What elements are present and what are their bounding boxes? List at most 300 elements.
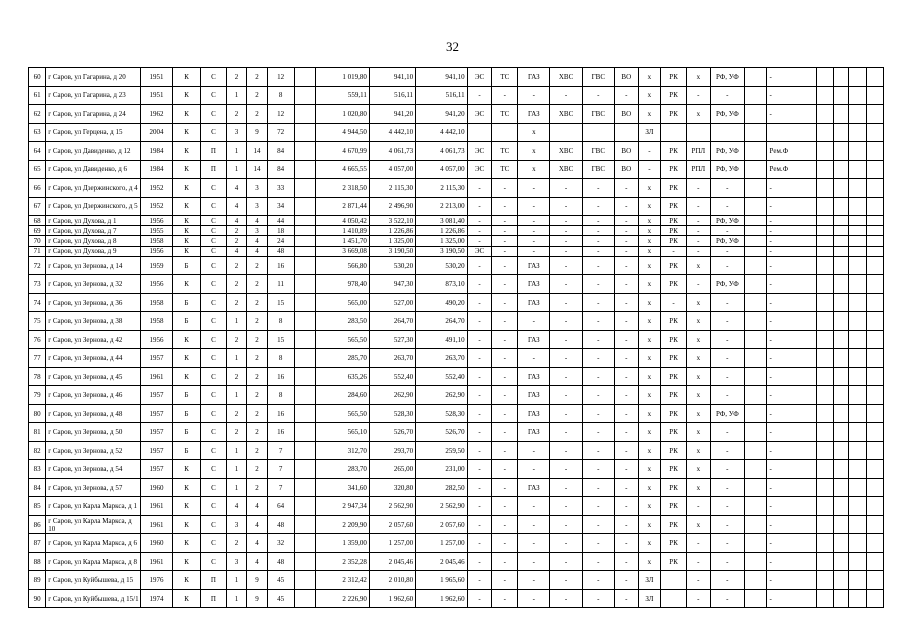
blank-cell-5 [849, 123, 866, 142]
flag-cell: х [638, 216, 661, 226]
fund-cell: РФ, УФ [710, 216, 744, 226]
flag-cell: х [638, 68, 661, 87]
apartments-cell: 45 [267, 589, 294, 608]
table-row [29, 386, 884, 405]
sewerage-cell: - [614, 534, 638, 553]
repair-fund-cell: Рем.Ф [766, 142, 817, 161]
roof-cell: РК [661, 386, 687, 405]
total-area-cell: 2 226,90 [316, 589, 370, 608]
flag-cell: х [638, 86, 661, 105]
wall-type-cell: К [173, 216, 201, 226]
material-cell: С [201, 404, 227, 423]
fund-cell: - [710, 478, 744, 497]
entrances-cell: 1 [226, 478, 246, 497]
blank-cell [294, 330, 316, 349]
power-supply-cell: - [467, 275, 492, 294]
blank-cell [294, 404, 316, 423]
living-area-cell: 527,00 [369, 293, 415, 312]
sewerage-cell: - [614, 423, 638, 442]
blank-cell-2 [745, 293, 767, 312]
address-cell: г Саров, ул Духова, д 9 [46, 246, 141, 256]
row-number: 90 [29, 589, 46, 608]
blank-cell [294, 123, 316, 142]
blank-cell-4 [834, 236, 849, 246]
year-cell: 1962 [140, 105, 172, 124]
hot-water-cell: - [582, 478, 614, 497]
address-cell: г Саров, ул Гагарина, д 20 [46, 68, 141, 87]
apartments-cell: 33 [267, 179, 294, 198]
entrances-cell: 1 [226, 589, 246, 608]
total-area-cell: 2 947,34 [316, 497, 370, 516]
roof-cell: РК [661, 275, 687, 294]
roof-cell: РК [661, 367, 687, 386]
material-cell: С [201, 312, 227, 331]
floors-cell: 2 [247, 460, 267, 479]
sewerage-cell: - [614, 226, 638, 236]
row-number: 80 [29, 404, 46, 423]
power-supply-cell: - [467, 293, 492, 312]
total-area-cell: 559,11 [316, 86, 370, 105]
fund-cell: - [710, 441, 744, 460]
cold-water-cell: - [550, 589, 582, 608]
blank-cell-2 [745, 386, 767, 405]
living-area-cell: 320,80 [369, 478, 415, 497]
total-area-cell: 978,40 [316, 275, 370, 294]
repair-fund-cell: - [766, 68, 817, 87]
blank-cell-5 [849, 515, 866, 534]
blank-cell-2 [745, 367, 767, 386]
blank-cell-4 [834, 404, 849, 423]
sewerage-cell [614, 123, 638, 142]
apartments-cell: 24 [267, 236, 294, 246]
heating-cell: - [492, 552, 518, 571]
year-cell: 1961 [140, 515, 172, 534]
floors-cell: 14 [247, 142, 267, 161]
blank-cell [294, 312, 316, 331]
year-cell: 1984 [140, 142, 172, 161]
blank-cell [294, 515, 316, 534]
address-cell: г Саров, ул Зернова, д 36 [46, 293, 141, 312]
row-number: 68 [29, 216, 46, 226]
blank-cell-3 [817, 179, 834, 198]
sewerage-cell: - [614, 197, 638, 216]
repair-fund-cell: - [766, 515, 817, 534]
entrances-cell: 1 [226, 86, 246, 105]
repair-fund-cell: - [766, 423, 817, 442]
gas-cell: - [518, 246, 550, 256]
elevator-cell: - [686, 236, 710, 246]
heating-cell: - [492, 497, 518, 516]
blank-cell-6 [866, 386, 883, 405]
total-area-cell: 283,50 [316, 312, 370, 331]
blank-cell-4 [834, 160, 849, 179]
blank-cell-3 [817, 386, 834, 405]
elevator-cell: х [686, 367, 710, 386]
cold-water-cell: - [550, 349, 582, 368]
row-number: 67 [29, 197, 46, 216]
roof-cell: РК [661, 179, 687, 198]
year-cell: 1958 [140, 312, 172, 331]
gas-cell: ГАЗ [518, 105, 550, 124]
blank-cell-3 [817, 226, 834, 236]
cold-water-cell: ХВС [550, 68, 582, 87]
sewerage-cell: - [614, 349, 638, 368]
blank-cell-3 [817, 246, 834, 256]
wall-type-cell: К [173, 275, 201, 294]
gas-cell: - [518, 226, 550, 236]
living-area-cell: 1 257,00 [369, 534, 415, 553]
blank-cell-6 [866, 86, 883, 105]
entrances-cell: 4 [226, 216, 246, 226]
cold-water-cell: ХВС [550, 160, 582, 179]
residential-area-cell: 259,50 [416, 441, 468, 460]
cold-water-cell: - [550, 460, 582, 479]
wall-type-cell: К [173, 246, 201, 256]
gas-cell: ГАЗ [518, 68, 550, 87]
roof-cell: РК [661, 423, 687, 442]
power-supply-cell: - [467, 256, 492, 275]
sewerage-cell: - [614, 256, 638, 275]
material-cell: С [201, 441, 227, 460]
fund-cell: - [710, 552, 744, 571]
living-area-cell: 526,70 [369, 423, 415, 442]
blank-cell [294, 86, 316, 105]
address-cell: г Саров, ул Зернова, д 38 [46, 312, 141, 331]
address-cell: г Саров, ул Дзержинского, д 5 [46, 197, 141, 216]
blank-cell-3 [817, 197, 834, 216]
roof-cell: РК [661, 534, 687, 553]
blank-cell-6 [866, 478, 883, 497]
cold-water-cell: ХВС [550, 142, 582, 161]
blank-cell-5 [849, 349, 866, 368]
address-cell: г Саров, ул Давиденко, д 6 [46, 160, 141, 179]
blank-cell-2 [745, 179, 767, 198]
repair-fund-cell: - [766, 312, 817, 331]
power-supply-cell: - [467, 349, 492, 368]
wall-type-cell: К [173, 330, 201, 349]
blank-cell-3 [817, 275, 834, 294]
gas-cell: - [518, 441, 550, 460]
gas-cell: - [518, 497, 550, 516]
hot-water-cell: - [582, 236, 614, 246]
blank-cell-4 [834, 123, 849, 142]
hot-water-cell: ГВС [582, 68, 614, 87]
hot-water-cell: - [582, 179, 614, 198]
elevator-cell: - [686, 86, 710, 105]
residential-area-cell: 1 325,00 [416, 236, 468, 246]
apartments-cell: 16 [267, 404, 294, 423]
wall-type-cell: К [173, 349, 201, 368]
flag-cell: х [638, 404, 661, 423]
year-cell: 1984 [140, 160, 172, 179]
apartments-cell: 84 [267, 142, 294, 161]
year-cell: 1955 [140, 226, 172, 236]
table-row [29, 330, 884, 349]
floors-cell: 2 [247, 386, 267, 405]
row-number: 85 [29, 497, 46, 516]
sewerage-cell: - [614, 404, 638, 423]
sewerage-cell: ВО [614, 105, 638, 124]
power-supply-cell: ЭС [467, 246, 492, 256]
material-cell: С [201, 226, 227, 236]
power-supply-cell: - [467, 552, 492, 571]
gas-cell: - [518, 589, 550, 608]
year-cell: 2004 [140, 123, 172, 142]
roof-cell: - [661, 293, 687, 312]
cold-water-cell: - [550, 246, 582, 256]
cold-water-cell: - [550, 293, 582, 312]
flag-cell: х [638, 236, 661, 246]
roof-cell: РК [661, 349, 687, 368]
address-cell: г Саров, ул Карла Маркса, д 6 [46, 534, 141, 553]
flag-cell: х [638, 515, 661, 534]
total-area-cell: 285,70 [316, 349, 370, 368]
material-cell: С [201, 293, 227, 312]
address-cell: г Саров, ул Духова, д 7 [46, 226, 141, 236]
heating-cell: ТС [492, 68, 518, 87]
heating-cell: - [492, 312, 518, 331]
address-cell: г Саров, ул Зернова, д 46 [46, 386, 141, 405]
blank-cell [294, 236, 316, 246]
living-area-cell: 4 057,00 [369, 160, 415, 179]
power-supply-cell: - [467, 441, 492, 460]
living-area-cell: 1 962,60 [369, 589, 415, 608]
blank-cell-3 [817, 312, 834, 331]
residential-area-cell: 516,11 [416, 86, 468, 105]
wall-type-cell: К [173, 460, 201, 479]
hot-water-cell: - [582, 404, 614, 423]
apartments-cell: 16 [267, 367, 294, 386]
blank-cell-2 [745, 86, 767, 105]
entrances-cell: 1 [226, 142, 246, 161]
fund-cell: - [710, 293, 744, 312]
blank-cell-6 [866, 142, 883, 161]
apartments-cell: 72 [267, 123, 294, 142]
blank-cell-4 [834, 423, 849, 442]
apartments-cell: 8 [267, 312, 294, 331]
total-area-cell: 1 019,80 [316, 68, 370, 87]
blank-cell-4 [834, 515, 849, 534]
blank-cell-2 [745, 216, 767, 226]
table-row [29, 226, 884, 236]
table-row [29, 460, 884, 479]
hot-water-cell: - [582, 256, 614, 275]
apartments-cell: 8 [267, 386, 294, 405]
fund-cell: - [710, 460, 744, 479]
roof-cell: РК [661, 86, 687, 105]
blank-cell-5 [849, 367, 866, 386]
floors-cell: 14 [247, 160, 267, 179]
sewerage-cell: - [614, 179, 638, 198]
total-area-cell: 312,70 [316, 441, 370, 460]
table-row [29, 275, 884, 294]
blank-cell-3 [817, 589, 834, 608]
blank-cell-5 [849, 404, 866, 423]
repair-fund-cell: - [766, 497, 817, 516]
blank-cell-4 [834, 142, 849, 161]
blank-cell [294, 423, 316, 442]
year-cell: 1956 [140, 246, 172, 256]
elevator-cell: х [686, 386, 710, 405]
heating-cell: ТС [492, 142, 518, 161]
power-supply-cell: - [467, 312, 492, 331]
total-area-cell: 2 871,44 [316, 197, 370, 216]
blank-cell-2 [745, 460, 767, 479]
entrances-cell: 3 [226, 552, 246, 571]
blank-cell [294, 460, 316, 479]
flag-cell: х [638, 497, 661, 516]
living-area-cell: 941,20 [369, 105, 415, 124]
blank-cell-5 [849, 86, 866, 105]
roof-cell: РК [661, 256, 687, 275]
repair-fund-cell: - [766, 216, 817, 226]
blank-cell-2 [745, 246, 767, 256]
fund-cell: - [710, 367, 744, 386]
apartments-cell: 11 [267, 275, 294, 294]
power-supply-cell: - [467, 367, 492, 386]
year-cell: 1958 [140, 293, 172, 312]
gas-cell: - [518, 236, 550, 246]
blank-cell-2 [745, 256, 767, 275]
cold-water-cell: - [550, 197, 582, 216]
elevator-cell: - [686, 552, 710, 571]
blank-cell-3 [817, 105, 834, 124]
blank-cell-4 [834, 256, 849, 275]
power-supply-cell: - [467, 460, 492, 479]
hot-water-cell: - [582, 349, 614, 368]
floors-cell: 2 [247, 105, 267, 124]
gas-cell: ГАЗ [518, 275, 550, 294]
material-cell: С [201, 246, 227, 256]
blank-cell [294, 256, 316, 275]
row-number: 75 [29, 312, 46, 331]
power-supply-cell: - [467, 534, 492, 553]
power-supply-cell: - [467, 216, 492, 226]
fund-cell: - [710, 571, 744, 590]
blank-cell-4 [834, 571, 849, 590]
living-area-cell: 1 325,00 [369, 236, 415, 246]
fund-cell: РФ, УФ [710, 275, 744, 294]
elevator-cell: х [686, 478, 710, 497]
blank-cell-2 [745, 552, 767, 571]
blank-cell-5 [849, 216, 866, 226]
power-supply-cell: - [467, 515, 492, 534]
year-cell: 1961 [140, 552, 172, 571]
heating-cell: - [492, 460, 518, 479]
roof-cell: РК [661, 105, 687, 124]
blank-cell-6 [866, 246, 883, 256]
gas-cell: ГАЗ [518, 256, 550, 275]
fund-cell: - [710, 179, 744, 198]
blank-cell-5 [849, 534, 866, 553]
entrances-cell: 1 [226, 312, 246, 331]
heating-cell: - [492, 330, 518, 349]
roof-cell [661, 123, 687, 142]
flag-cell: х [638, 478, 661, 497]
gas-cell: х [518, 160, 550, 179]
roof-cell: РК [661, 226, 687, 236]
repair-fund-cell: - [766, 441, 817, 460]
blank-cell [294, 571, 316, 590]
cold-water-cell: - [550, 534, 582, 553]
row-number: 69 [29, 226, 46, 236]
year-cell: 1976 [140, 571, 172, 590]
year-cell: 1960 [140, 534, 172, 553]
year-cell: 1961 [140, 367, 172, 386]
blank-cell-4 [834, 478, 849, 497]
row-number: 79 [29, 386, 46, 405]
fund-cell: - [710, 197, 744, 216]
flag-cell: х [638, 275, 661, 294]
hot-water-cell: - [582, 515, 614, 534]
residential-area-cell: 2 045,46 [416, 552, 468, 571]
entrances-cell: 2 [226, 236, 246, 246]
residential-area-cell: 4 061,73 [416, 142, 468, 161]
address-cell: г Саров, ул Карла Маркса, д 10 [46, 515, 141, 534]
cold-water-cell: - [550, 478, 582, 497]
sewerage-cell: - [614, 312, 638, 331]
year-cell: 1957 [140, 349, 172, 368]
residential-area-cell: 552,40 [416, 367, 468, 386]
wall-type-cell: Б [173, 404, 201, 423]
address-cell: г Саров, ул Зернова, д 50 [46, 423, 141, 442]
gas-cell: ГАЗ [518, 404, 550, 423]
living-area-cell: 2 496,90 [369, 197, 415, 216]
blank-cell-6 [866, 460, 883, 479]
blank-cell [294, 216, 316, 226]
sewerage-cell: - [614, 246, 638, 256]
heating-cell: - [492, 216, 518, 226]
fund-cell: - [710, 246, 744, 256]
apartments-cell: 8 [267, 86, 294, 105]
apartments-cell: 64 [267, 497, 294, 516]
floors-cell: 2 [247, 367, 267, 386]
blank-cell-5 [849, 142, 866, 161]
blank-cell-4 [834, 246, 849, 256]
residential-area-cell: 490,20 [416, 293, 468, 312]
blank-cell-4 [834, 197, 849, 216]
page-number: 32 [446, 39, 459, 54]
wall-type-cell: К [173, 142, 201, 161]
fund-cell: - [710, 256, 744, 275]
blank-cell-4 [834, 86, 849, 105]
cold-water-cell: ХВС [550, 105, 582, 124]
power-supply-cell: - [467, 86, 492, 105]
entrances-cell: 4 [226, 497, 246, 516]
heating-cell: - [492, 423, 518, 442]
blank-cell-5 [849, 68, 866, 87]
elevator-cell [686, 123, 710, 142]
gas-cell: - [518, 312, 550, 331]
blank-cell-3 [817, 404, 834, 423]
gas-cell: - [518, 552, 550, 571]
total-area-cell: 2 318,50 [316, 179, 370, 198]
blank-cell-4 [834, 105, 849, 124]
roof-cell: РК [661, 236, 687, 246]
residential-area-cell: 263,70 [416, 349, 468, 368]
address-cell: г Саров, ул Куйбышева, д 15 [46, 571, 141, 590]
heating-cell: - [492, 293, 518, 312]
living-area-cell: 552,40 [369, 367, 415, 386]
blank-cell-3 [817, 236, 834, 246]
repair-fund-cell: - [766, 386, 817, 405]
blank-cell-3 [817, 330, 834, 349]
sewerage-cell: - [614, 552, 638, 571]
blank-cell-6 [866, 497, 883, 516]
total-area-cell: 1 410,89 [316, 226, 370, 236]
hot-water-cell: - [582, 589, 614, 608]
residential-area-cell: 3 081,40 [416, 216, 468, 226]
